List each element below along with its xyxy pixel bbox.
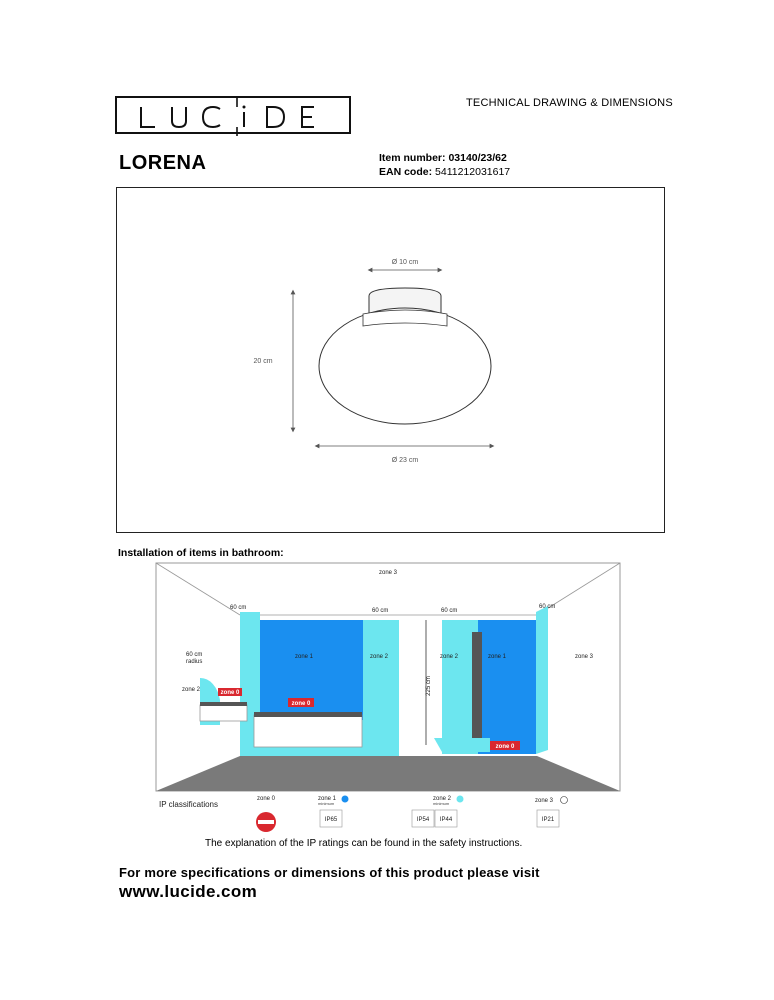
height-marker-label: 225 cm — [426, 676, 432, 696]
item-number-label: Item number: — [379, 152, 446, 164]
bathroom-heading: Installation of items in bathroom: — [118, 547, 284, 559]
zone0-shower-label: zone 0 — [495, 744, 515, 750]
dist-bath-label: 60 cm — [372, 608, 389, 614]
sink — [200, 705, 247, 721]
dist-left-wall-label: 60 cm — [230, 605, 247, 611]
zone1-left-label: zone 1 — [295, 654, 314, 660]
product-name: LORENA — [119, 152, 207, 174]
ip-zone2-rating-b: IP44 — [439, 817, 453, 823]
dist-shower-label: 60 cm — [441, 608, 458, 614]
top-dimension-label: Ø 10 cm — [391, 259, 419, 266]
zone1-color-icon — [342, 796, 349, 803]
zone2-left-wall-label: zone 2 — [370, 654, 389, 660]
ip-note: The explanation of the IP ratings can be found in the safety instructions. — [205, 838, 523, 849]
shower-screen — [472, 632, 482, 750]
ip-zone2-rating-a: IP54 — [416, 817, 430, 823]
lamp-globe — [319, 308, 491, 424]
item-number-value: 03140/23/62 — [448, 152, 507, 164]
lamp-drawing — [117, 188, 666, 534]
item-number-line — [379, 152, 507, 164]
bathtub-rim — [254, 712, 362, 717]
dist-right-wall-label: 60 cm — [539, 604, 556, 610]
zone0-bath-label: zone 0 — [291, 701, 311, 707]
zone3-color-icon — [561, 797, 568, 804]
ip-zone3-label: zone 3 — [535, 798, 554, 804]
logo-lettering — [117, 98, 353, 136]
document-heading: TECHNICAL DRAWING & DIMENSIONS — [466, 97, 673, 109]
ean-code-line — [379, 166, 510, 178]
ean-code-value: 5411212031617 — [435, 166, 511, 178]
ip-zone2-min: minimum — [433, 801, 450, 806]
more-specs-text: For more specifications or dimensions of this product please visit — [119, 865, 540, 880]
ip-zone3-rating: IP21 — [541, 817, 555, 823]
zone2-color-icon — [457, 796, 464, 803]
ip-zone0-label: zone 0 — [256, 796, 276, 802]
brand-logo — [115, 96, 351, 134]
ip-zone1-rating: IP65 — [324, 817, 338, 823]
ip-zone1-min: minimum — [318, 801, 335, 806]
zone2-sink-label: zone 2 — [182, 687, 201, 693]
zone3-right-label: zone 3 — [575, 654, 594, 660]
bathtub — [254, 715, 362, 747]
zone2-left-wall-area — [363, 620, 399, 756]
ean-code-label: EAN code: — [379, 166, 433, 178]
height-dimension-label: 20 cm — [253, 358, 273, 365]
zone3-top-label: zone 3 — [378, 570, 398, 576]
ip-zone2-label: zone 2 — [433, 796, 452, 802]
zone1-shower-label: zone 1 — [488, 654, 507, 660]
bathroom-zones-diagram — [150, 560, 626, 837]
zone2-shower-label: zone 2 — [440, 654, 459, 660]
sink-radius-value: 60 cm — [186, 652, 203, 658]
website-link[interactable]: www.lucide.com — [119, 882, 258, 901]
zone1-shower-area — [478, 620, 536, 754]
bottom-dimension-label: Ø 23 cm — [391, 457, 419, 464]
ip-title: IP classifications — [159, 800, 218, 809]
zone2-right-band — [536, 606, 548, 754]
ip-zone1-label: zone 1 — [318, 796, 337, 802]
sink-radius-label: radius — [186, 659, 203, 665]
technical-drawing-frame — [116, 187, 665, 533]
zone0-sink-label: zone 0 — [220, 690, 240, 696]
